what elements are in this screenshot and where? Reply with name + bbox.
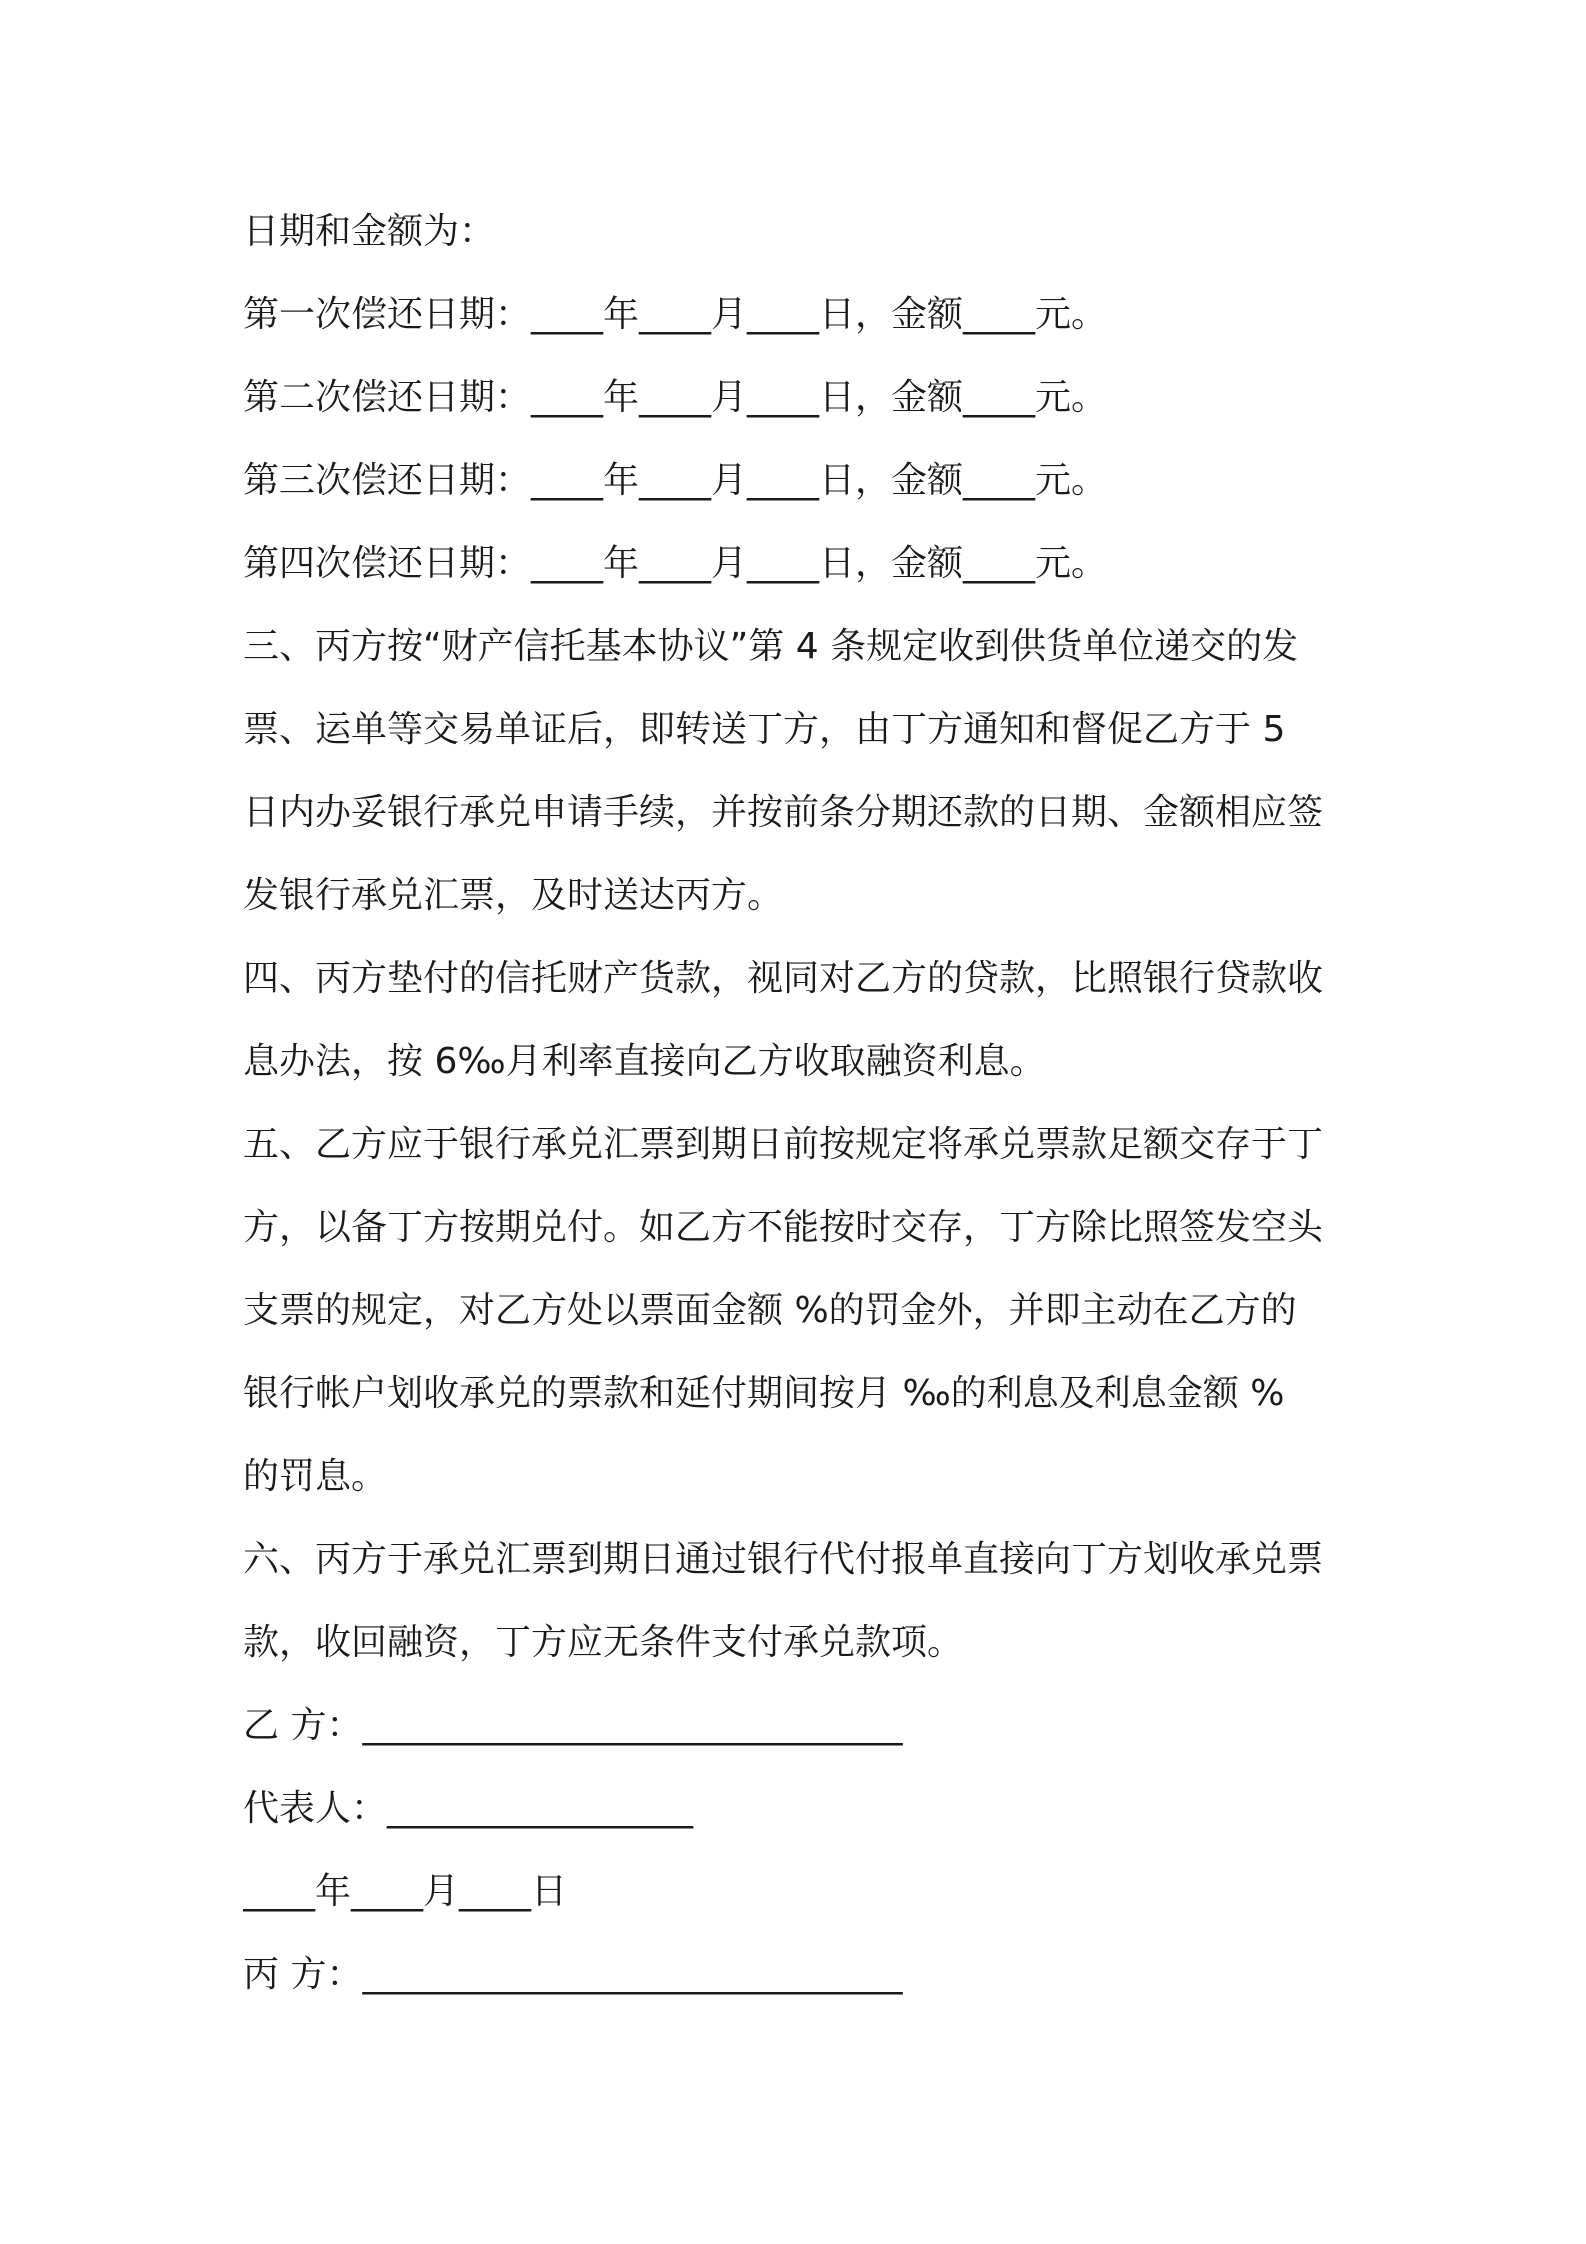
clause-5-line-3: 支票的规定，对乙方处以票面金额 %的罚金外，并即主动在乙方的 (243, 1290, 1297, 1331)
clause-3-line-2: 票、运单等交易单证后，即转送丁方，由丁方通知和督促乙方于 5 (243, 709, 1286, 750)
signature-party-c: 丙 方：______________________________ (243, 1954, 903, 1995)
repayment-3: 第三次偿还日期：____年____月____日，金额____元。 (243, 460, 1108, 501)
clause-5-line-5: 的罚息。 (243, 1456, 388, 1497)
clause-5-line-2: 方，以备丁方按期兑付。如乙方不能按时交存，丁方除比照签发空头 (243, 1207, 1324, 1248)
clause-4-line-1: 四、丙方垫付的信托财产货款，视同对乙方的贷款，比照银行贷款收 (243, 958, 1324, 999)
clause-5-line-1: 五、乙方应于银行承兑汇票到期日前按规定将承兑票款足额交存于丁 (243, 1124, 1324, 1165)
clause-6-line-2: 款，收回融资，丁方应无条件支付承兑款项。 (243, 1622, 964, 1663)
date-amount-intro: 日期和金额为： (243, 211, 496, 252)
clause-3-line-4: 发银行承兑汇票，及时送达丙方。 (243, 875, 784, 916)
signature-date: ____年____月____日 (243, 1871, 568, 1912)
signature-representative: 代表人：_________________ (243, 1788, 694, 1829)
clause-3-line-1: 三、丙方按“财产信托基本协议”第 4 条规定收到供货单位递交的发 (243, 626, 1299, 667)
clause-5-line-4: 银行帐户划收承兑的票款和延付期间按月 ‰的利息及利息金额 % (243, 1373, 1285, 1414)
repayment-1: 第一次偿还日期：____年____月____日，金额____元。 (243, 294, 1108, 335)
clause-3-line-3: 日内办妥银行承兑申请手续，并按前条分期还款的日期、金额相应签 (243, 792, 1324, 833)
signature-party-b: 乙 方：______________________________ (243, 1705, 903, 1746)
clause-6-line-1: 六、丙方于承兑汇票到期日通过银行代付报单直接向丁方划收承兑票 (243, 1539, 1324, 1580)
repayment-2: 第二次偿还日期：____年____月____日，金额____元。 (243, 377, 1108, 418)
clause-4-line-2: 息办法，按 6‰月利率直接向乙方收取融资利息。 (243, 1041, 1046, 1082)
document-page (243, 190, 1363, 2016)
repayment-4: 第四次偿还日期：____年____月____日，金额____元。 (243, 543, 1108, 584)
